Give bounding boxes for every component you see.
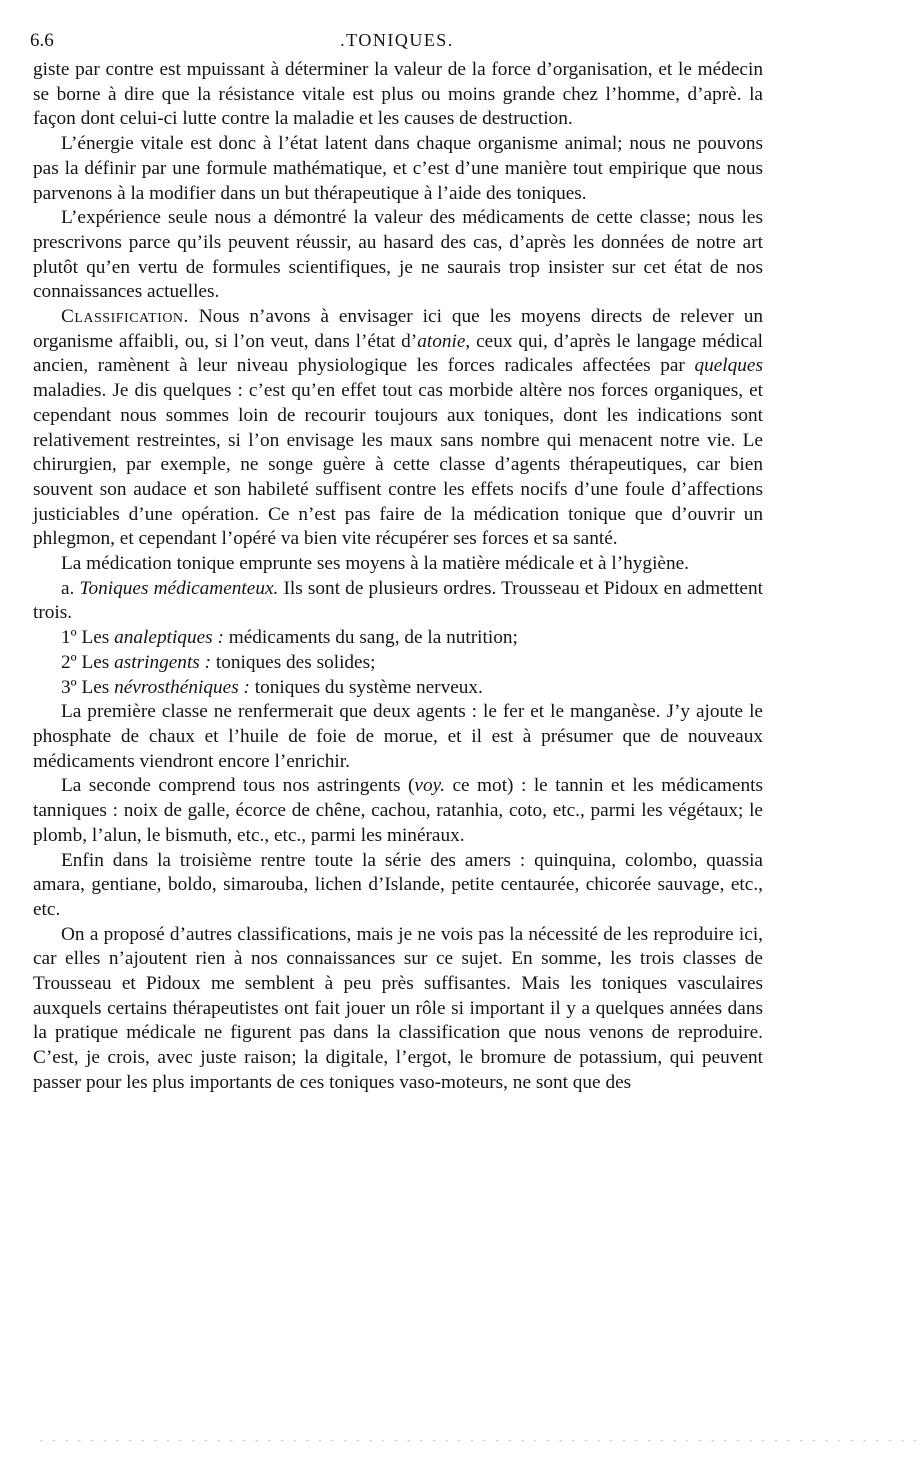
paragraph-other-classifications: On a proposé d’autres classifications, mais je ne vois pas la nécessité de les reproduire ici, car elles n’ajoutent rien à nos connaissances sur ce sujet. En somme, les trois classes de Trousseau et Pidoux me semblent à peu près suffisantes. Mais les toniques vasculaires auxquels certains thérapeutistes ont fait jouer un rôle si important il y a quelques années dans la pratique médicale ne figurent pas dans la classification que nous venons de reproduire. C’est, je crois, avec juste raison; la digitale, l’ergot, le bromure de potassium, qui peuvent passer pour les plus importants de ces toniques vaso-moteurs, ne sont que des bbox=[33, 923, 763, 1093]
bottom-scan-artifact: ‑ ‑ ‑ ‑ ‑ ‑ ‑ ‑ ‑ ‑ ‑ ‑ ‑ ‑ ‑ ‑ ‑ ‑ ‑ ‑ ‑ ‑ ‑ ‑ ‑ ‑ ‑ ‑ ‑ ‑ ‑ ‑ ‑ ‑ ‑ ‑ ‑ ‑ ‑ ‑ ‑ ‑ ‑ ‑ ‑ ‑ ‑ ‑ ‑ ‑ ‑ ‑ ‑ ‑ ‑ ‑ ‑ ‑ ‑ ‑ ‑ ‑ ‑ ‑ ‑ ‑ ‑ ‑ ‑ ‑ bbox=[40, 1436, 920, 1445]
body-text bbox=[33, 58, 763, 1096]
paragraph-first-class: La première classe ne renfermerait que deux agents : le fer et le manganèse. J’y ajoute le phosphate de chaux et l’huile de foie de morue, et il est à présumer que de nouveaux médicaments viendront encore l’enrichir. bbox=[33, 701, 763, 772]
list-item: 3º Les névrosthéniques : toniques du système nerveux. bbox=[61, 676, 483, 698]
running-title: .TONIQUES. bbox=[340, 30, 454, 50]
paragraph-continuation: giste par contre est mpuissant à déterminer la valeur de la force d’organisation, et le médecin se borne à dire que la résistance vitale est plus ou moins grande chez l’homme, d’aprè. la façon dont celui-ci lutte contre la maladie et les causes de destruction. bbox=[33, 59, 763, 130]
paragraph-second-class: La seconde comprend tous nos astringents (voy. ce mot) : le tannin et les médicaments tanniques : noix de galle, écorce de chêne, cachou, ratanhia, coto, etc., parmi les végétaux; le plomb, l’alun, le bismuth, etc., etc., parmi les minéraux. bbox=[33, 775, 763, 846]
paragraph-medicinal-tonics: a. Toniques médicamenteux. Ils sont de plusieurs ordres. Trousseau et Pidoux en admettent trois. bbox=[33, 577, 763, 624]
paragraph-experience: L’expérience seule nous a démontré la valeur des médicaments de cette classe; nous les prescrivons parce qu’ils peuvent réussir, au hasard des cas, d’après les données de notre art plutôt qu’en vertu de formules scientifiques, je ne saurais trop insister sur cet état de nos connaissances actuelles. bbox=[33, 207, 763, 303]
paragraph-classification: Classification. Nous n’avons à envisager ici que les moyens directs de relever un organisme affaibli, ou, si l’on veut, dans l’état d’atonie, ceux qui, d’après le langage médical ancien, ramènent à leur niveau physiologique les forces radicales affectées par quelques maladies. Je dis quelques : c’est qu’en effet tout cas morbide altère nos forces organiques, et cependant nous sommes loin de recourir toujours aux toniques, dont les indications sont relativement restreintes, si l’on envisage les maux sans nombre qui menacent notre vie. Le chirurgien, par exemple, ne songe guère à cette classe d’agents thérapeutiques, car bien souvent son audace et son habileté suffisent contre les effets nocifs d’une foule d’affections justiciables d’une opération. Ce n’est pas faire de la médication tonique que d’ouvrir un phlegmon, et cependant l’opéré va bien vite récupérer ses forces et sa santé. bbox=[33, 306, 763, 550]
paragraph-third-class: Enfin dans la troisième rentre toute la série des amers : quinquina, colombo, quassia amara, gentiane, boldo, simarouba, lichen d’Islande, petite centaurée, chicorée sauvage, etc., etc. bbox=[33, 849, 763, 920]
page-number: 6.6 bbox=[30, 30, 54, 51]
paragraph-vital-energy: L’énergie vitale est donc à l’état latent dans chaque organisme animal; nous ne pouvons pas la définir par une formule mathématique, et c’est d’une manière tout empirique que nous parvenons à la modifier dans un but thérapeutique à l’aide des toniques. bbox=[33, 133, 763, 204]
section-heading-classification: Classification. bbox=[61, 306, 189, 328]
page-header bbox=[30, 30, 764, 56]
list-item: 1º Les analeptiques : médicaments du sang, de la nutrition; bbox=[61, 627, 518, 649]
list-item: 2º Les astringents : toniques des solides; bbox=[61, 651, 376, 673]
paragraph-tonic-medication: La médication tonique emprunte ses moyens à la matière médicale et à l’hygiène. bbox=[61, 553, 690, 575]
